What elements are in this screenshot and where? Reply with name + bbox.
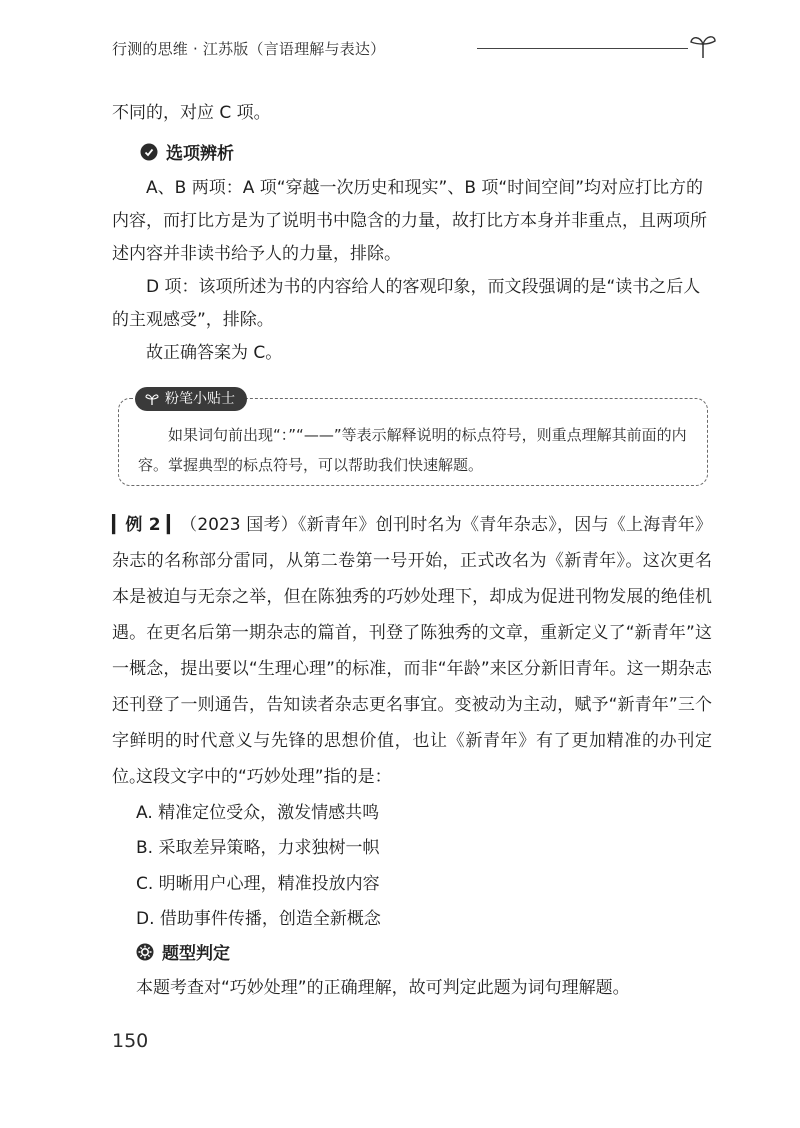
tips-body: 如果词句前出现“：”“——”等表示解释说明的标点符号，则重点理解其前面的内容。掌握典型的标点符号，可以帮助我们快速解题。: [138, 426, 687, 474]
options-analysis-body: [112, 172, 710, 370]
gear-icon: [136, 943, 154, 961]
check-circle-icon: [140, 143, 158, 161]
tips-label: [135, 387, 247, 411]
example-label: 例 2: [125, 515, 161, 535]
options-analysis-heading: [140, 139, 234, 164]
question-type-text: 本题考查对“巧妙处理”的正确理解，故可判定此题为词句理解题。: [136, 978, 630, 998]
option-a: A. 精准定位受众，激发情感共鸣: [136, 803, 380, 823]
options-analysis-title: 选项辨析: [166, 144, 234, 164]
tips-label-text: 粉笔小贴士: [165, 391, 235, 407]
example-marker-right: ▎: [160, 515, 180, 535]
option-d: D. 借助事件传播，创造全新概念: [136, 909, 381, 929]
option-c: C. 明晰用户心理，精准投放内容: [136, 874, 380, 894]
question-type-heading: [136, 939, 230, 964]
header-rule: [477, 48, 688, 49]
running-header: [112, 30, 722, 70]
tips-text: [138, 420, 698, 480]
analysis-d: D 项：该项所述为书的内容给人的客观印象，而文段强调的是“读书之后人的主观感受”，排除。: [112, 277, 701, 330]
sprout-icon: [688, 30, 718, 60]
example-2: [112, 507, 712, 795]
book-title: 行测的思维 · 江苏版（言语理解与表达）: [112, 40, 386, 58]
example-marker-left: ▎: [112, 515, 126, 535]
analysis-ab: A、B 两项：A 项“穿越一次历史和现实”、B 项“时间空间”均对应打比方的内容，而打比方是为了说明书中隐含的力量，故打比方本身并非重点，且两项所述内容并非读书给予人的力量，排除。: [112, 178, 707, 264]
analysis-answer: 故正确答案为 C。: [146, 343, 283, 363]
example-text: （2023 国考）《新青年》创刊时名为《青年杂志》，因与《上海青年》杂志的名称部分雷同，从第二卷第一号开始，正式改名为《新青年》。这次更名本是被迫与无奈之举，但在陈独秀的巧妙处理下，却成为促进刊物发展的绝佳机遇。在更名后第一期杂志的篇首，刊登了陈独秀的文章，重新定义了“新青年”这一概念，提出要以“生理心理”的标准，而非“年龄”来区分新旧青年。这一期杂志还刊登了一则通告，告知读者杂志更名事宜。变被动为主动，赋予“新青年”三个字鲜明的时代意义与先锋的思想价值，也让《新青年》有了更加精准的办刊定位。: [112, 515, 712, 787]
leaf-icon: [145, 392, 159, 406]
question-type-title: 题型判定: [162, 944, 230, 964]
option-b: B. 采取差异策略，力求独树一帜: [136, 838, 380, 858]
question-stem: 这段文字中的“巧妙处理”指的是：: [136, 767, 392, 787]
continuation-line: 不同的，对应 C 项。: [112, 103, 271, 123]
page-number: 150: [112, 1030, 149, 1052]
